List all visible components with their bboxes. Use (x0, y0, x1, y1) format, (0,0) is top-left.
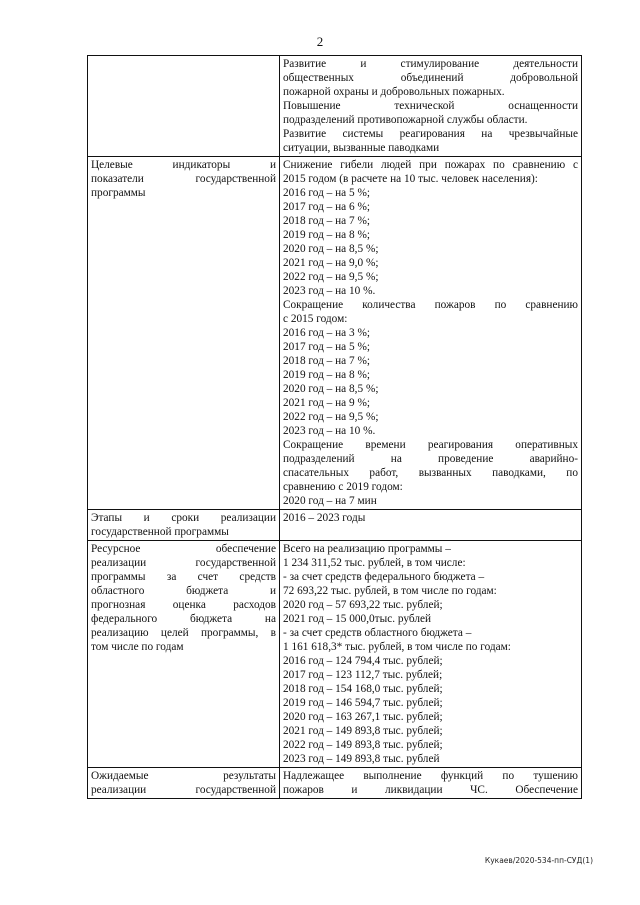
text-line: прогнозная оценка расходов (91, 599, 276, 611)
text-line: 2020 год – на 8,5 %; (283, 243, 379, 255)
text-line: с 2015 годом: (283, 313, 348, 325)
text-line: Развитие системы реагирования на чрезвычайные (283, 128, 578, 140)
text-line: 2020 год – на 8,5 %; (283, 383, 379, 395)
table-row (88, 510, 582, 541)
text-line: сравнению с 2019 годом: (283, 481, 403, 493)
text-line: реализацию целей программы, в (91, 627, 276, 639)
text-line: Целевые индикаторы и (91, 159, 276, 171)
text-line: 2020 год – 57 693,22 тыс. рублей; (283, 599, 443, 611)
text-line: 2018 год – на 7 %; (283, 215, 371, 227)
row-value-cell (280, 56, 582, 157)
text-line: Ресурсное обеспечение (91, 543, 276, 555)
row-value-cell (280, 510, 582, 541)
text-line: подразделений на проведение аварийно- (283, 453, 578, 465)
text-line: 2016 год – 124 794,4 тыс. рублей; (283, 655, 443, 667)
text-line: 2017 год – 123 112,7 тыс. рублей; (283, 669, 443, 681)
text-line: 2018 год – 154 168,0 тыс. рублей; (283, 683, 443, 695)
text-line: 1 161 618,3* тыс. рублей, в том числе по годам: (283, 641, 511, 653)
text-line: Снижение гибели людей при пожарах по сравнению с (283, 159, 578, 171)
text-line: подразделений противопожарной службы области. (283, 114, 528, 126)
text-line: 2020 год – на 7 мин (283, 495, 377, 507)
text-line: государственной программы (91, 526, 229, 538)
table-row (88, 157, 582, 510)
text-line: 2023 год – на 10 %. (283, 425, 376, 437)
text-line: областного бюджета и (91, 585, 276, 597)
text-line: 2021 год – 15 000,0тыс. рублей (283, 613, 432, 625)
text-line: программы за счет средств (91, 571, 276, 583)
table-row (88, 541, 582, 768)
text-line: 2018 год – на 7 %; (283, 355, 371, 367)
text-line: Надлежащее выполнение функций по тушению (283, 770, 578, 782)
text-line: реализации государственной (91, 784, 276, 796)
page-number: 2 (316, 34, 324, 49)
row-label-cell (88, 541, 280, 768)
text-line: - за счет средств федерального бюджета – (283, 571, 485, 583)
text-line: общественных объединений добровольной (283, 72, 578, 84)
text-line: 2022 год – на 9,5 %; (283, 271, 379, 283)
text-line: Сокращение времени реагирования оперативных (283, 439, 578, 451)
text-line: Развитие и стимулирование деятельности (283, 58, 578, 70)
document-footer-code: Кукаев/2020-534-пп-СУД(1) (484, 856, 593, 865)
text-line: 72 693,22 тыс. рублей, в том числе по годам: (283, 585, 497, 597)
text-line: 2017 год – на 5 %; (283, 341, 371, 353)
passport-table (87, 55, 582, 799)
text-line: 2017 год – на 6 %; (283, 201, 371, 213)
text-line: пожаров и ликвидации ЧС. Обеспечение (283, 784, 578, 796)
row-label-cell (88, 768, 280, 799)
text-line: 2022 год – на 9,5 %; (283, 411, 379, 423)
text-line: показатели государственной (91, 173, 276, 185)
text-line: программы (91, 187, 146, 199)
text-line: 2022 год – 149 893,8 тыс. рублей; (283, 739, 443, 751)
row-label-cell (88, 56, 280, 157)
text-line: федерального бюджета на (91, 613, 276, 625)
text-line: 2019 год – на 8 %; (283, 229, 371, 241)
row-value-cell (280, 541, 582, 768)
text-line: Этапы и сроки реализации (91, 512, 276, 524)
text-line: 2016 год – на 3 %; (283, 327, 371, 339)
text-line: 2021 год – 149 893,8 тыс. рублей; (283, 725, 443, 737)
text-line: реализации государственной (91, 557, 276, 569)
text-line: ситуации, вызванные паводками (283, 142, 440, 154)
text-line: 2015 годом (в расчете на 10 тыс. человек населения): (283, 173, 538, 185)
row-label-cell (88, 510, 280, 541)
text-line: пожарной охраны и добровольных пожарных. (283, 86, 505, 98)
text-line: 2021 год – на 9 %; (283, 397, 371, 409)
text-line: 2021 год – на 9,0 %; (283, 257, 379, 269)
text-line: Всего на реализацию программы – (283, 543, 451, 555)
text-line: том числе по годам (91, 641, 184, 653)
text-line: 2016 год – на 5 %; (283, 187, 371, 199)
row-value-cell (280, 157, 582, 510)
row-value-cell (280, 768, 582, 799)
text-line: спасательных работ, вызванных паводками, по (283, 467, 578, 479)
text-line: Ожидаемые результаты (91, 770, 276, 782)
text-line: 2019 год – на 8 %; (283, 369, 371, 381)
text-line: 2023 год – 149 893,8 тыс. рублей (283, 753, 440, 765)
text-line: Сокращение количества пожаров по сравнению (283, 299, 578, 311)
text-line: 2020 год – 163 267,1 тыс. рублей; (283, 711, 443, 723)
text-line: 2016 – 2023 годы (283, 512, 366, 524)
text-line: 1 234 311,52 тыс. рублей, в том числе: (283, 557, 466, 569)
row-label-cell (88, 157, 280, 510)
table-row (88, 768, 582, 799)
text-line: - за счет средств областного бюджета – (283, 627, 472, 639)
table-row (88, 56, 582, 157)
text-line: Повышение технической оснащенности (283, 100, 578, 112)
text-line: 2019 год – 146 594,7 тыс. рублей; (283, 697, 443, 709)
text-line: 2023 год – на 10 %. (283, 285, 376, 297)
